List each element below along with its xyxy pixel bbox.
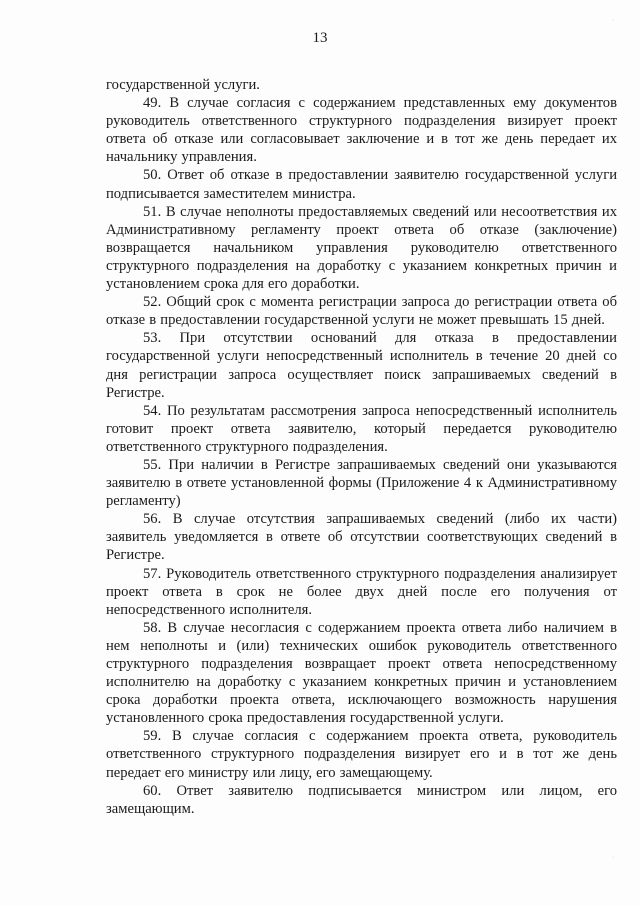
scan-artifact: · (612, 18, 614, 24)
paragraph-57: 57. Руководитель ответственного структурного подразделения анализирует проект ответа в срок не более двух дней после его получения от непосредственного исполнителя. (106, 565, 617, 618)
paragraph-54: 54. По результатам рассмотрения запроса непосредственный исполнитель готовит проект ответа заявителю, который передается руководителю ответственного структурного подразделения. (106, 402, 617, 455)
paragraph-59: 59. В случае согласия с содержанием проекта ответа, руководитель ответственного структурного подразделения визирует его и в тот же день передает его министру или лицу, его замещающему. (106, 728, 617, 781)
scan-artifact: · (612, 855, 614, 861)
page-number: 13 (312, 30, 328, 46)
paragraph-51: 51. В случае неполноты предоставляемых сведений или несоответствия их Административному регламенту проект ответа об отказе (заключение) возвращается начальником управления руководителю ответственного структурного подразделения на доработку с указанием конкретных причин и установлением срока для его доработки. (106, 203, 617, 293)
document-body (106, 76, 617, 818)
paragraph-56: 56. В случае отсутствия запрашиваемых сведений (либо их части) заявитель уведомляется в ответе об отсутствии соответствующих сведений в Регистре. (106, 511, 617, 564)
paragraph-53: 53. При отсутствии оснований для отказа в предоставлении государственной услуги непосредственный исполнитель в течение 20 дней со дня регистрации запроса осуществляет поиск запрашиваемых сведений в Регистре. (106, 330, 617, 401)
paragraph-58: 58. В случае несогласия с содержанием проекта ответа либо наличием в нем неполноты и (или) технических ошибок руководитель ответственного структурного подразделения возвращает проект ответа непосредственному исполнителю на доработку с указанием конкретных причин и установлением срока доработки проекта ответа, исключающего возможность нарушения установленного срока предоставления государственной услуги. (106, 619, 617, 727)
paragraph-52: 52. Общий срок с момента регистрации запроса до регистрации ответа об отказе в предоставлении государственной услуги не может превышать 15 дней. (106, 294, 617, 329)
paragraph-55: 55. При наличии в Регистре запрашиваемых сведений они указываются заявителю в ответе установленной формы (Приложение 4 к Административному регламенту) (106, 456, 617, 510)
paragraph-49: 49. В случае согласия с содержанием представленных ему документов руководитель ответственного структурного подразделения визирует проект ответа об отказе или согласовывает заключение и в тот же день передает их начальнику управления. (106, 95, 617, 166)
paragraph-continuation: государственной услуги. (106, 77, 260, 93)
paragraph-60: 60. Ответ заявителю подписывается министром или лицом, его замещающим. (106, 782, 617, 817)
paragraph-50: 50. Ответ об отказе в предоставлении заявителю государственной услуги подписывается заместителем министра. (106, 167, 617, 202)
